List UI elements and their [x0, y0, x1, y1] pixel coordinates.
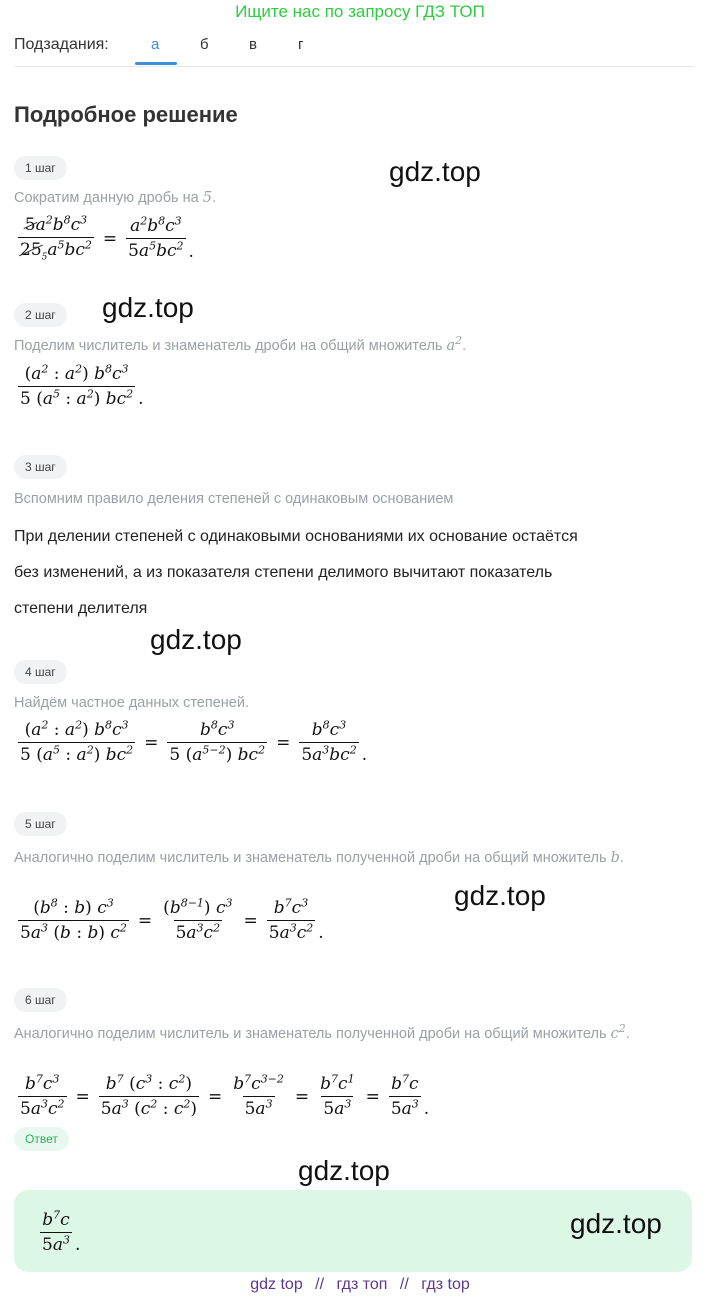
step-hint: Аналогично поделим числитель и знаменатель полученной дроби на общий множитель b. [14, 850, 624, 866]
watermark: gdz.top [150, 624, 242, 655]
answer-formula: $\frac{b^7c}{5a^3}$ . [42, 1208, 81, 1255]
step-4-formula: $\frac{(a^2 : a^2) b^8c^3}{5 (a^5 : a^2) bc^2}$ = $\frac{b^8c^3}{5 (a^{5-2}) bc^2}$ = $\frac{b^8c^3}{5a^3bc^2}$ . [20, 718, 368, 765]
step-badge: 2 шаг [14, 303, 67, 327]
active-tab-indicator [135, 62, 177, 65]
footer-separator: // [315, 1276, 325, 1293]
step-hint: Сократим данную дробь на 5. [14, 190, 216, 206]
footer-links [0, 1276, 720, 1294]
tab-b[interactable]: б [200, 36, 209, 53]
watermark: gdz.top [389, 156, 481, 187]
step-5-formula: $\frac{(b^8 : b) c^3}{5a^3 (b : b) c^2}$ = $\frac{(b^{8-1}) c^3}{5a^3c^2}$ = $\frac{b^7c^3}{5a^3c^2}$ . [20, 896, 324, 943]
step-6-formula: $\frac{b^7c^3}{5a^3c^2}$ = $\frac{b^7 (c^3 : c^2)}{5a^3 (c^2 : c^2)}$ = $\frac{b^7c^{3-2}}{5a^3}$ = $\frac{b^7c^1}{5a^3}$ = $\frac{b^7c}{5a^3}$ . [20, 1072, 430, 1119]
footer-separator: // [399, 1276, 409, 1293]
search-banner: Ищите нас по запросу ГДЗ ТОП [235, 2, 485, 21]
watermark: gdz.top [454, 880, 546, 911]
watermark: gdz.top [102, 292, 194, 323]
subtask-tabs [14, 36, 694, 67]
step-badge: 4 шаг [14, 660, 67, 684]
step-2-formula: $\frac{(a^2 : a^2) b^8c^3}{5 (a^5 : a^2) bc^2}$ . [20, 362, 144, 409]
tab-g[interactable]: г [298, 36, 304, 53]
footer-link[interactable]: гдз top [421, 1276, 470, 1293]
watermark: gdz.top [298, 1155, 390, 1186]
tab-v[interactable]: в [249, 36, 257, 53]
footer-link[interactable]: гдз топ [336, 1276, 388, 1293]
footer-link[interactable]: gdz top [250, 1276, 303, 1293]
step-badge: 5 шаг [14, 812, 67, 836]
step-hint: Вспомним правило деления степеней с одинаковым основанием [14, 491, 454, 507]
tab-a[interactable]: а [151, 36, 160, 53]
step-hint: Найдём частное данных степеней. [14, 695, 249, 711]
step-hint: Аналогично поделим числитель и знаменатель полученной дроби на общий множитель $c^2$. [14, 1022, 630, 1042]
section-title: Подробное решение [14, 102, 238, 127]
step-badge: 6 шаг [14, 988, 67, 1012]
step-badge: 3 шаг [14, 455, 67, 479]
rule-text: При делении степеней с одинаковыми основаниями их основание остаётся без изменений, а из показателя степени делимого вычитают показатель степени делителя [14, 528, 578, 617]
subtasks-label: Подзадания: [14, 36, 109, 53]
step-badge: 1 шаг [14, 156, 67, 180]
step-hint: Поделим числитель и знаменатель дроби на общий множитель $a^2$. [14, 334, 467, 354]
step-1-formula: $\frac{5a^2b^8c^3}{25_5a^5bc^2}$ = $\frac{a^2b^8c^3}{5a^5bc^2}$ . [20, 213, 194, 263]
answer-badge: Ответ [14, 1127, 69, 1151]
watermark: gdz.top [570, 1208, 662, 1239]
